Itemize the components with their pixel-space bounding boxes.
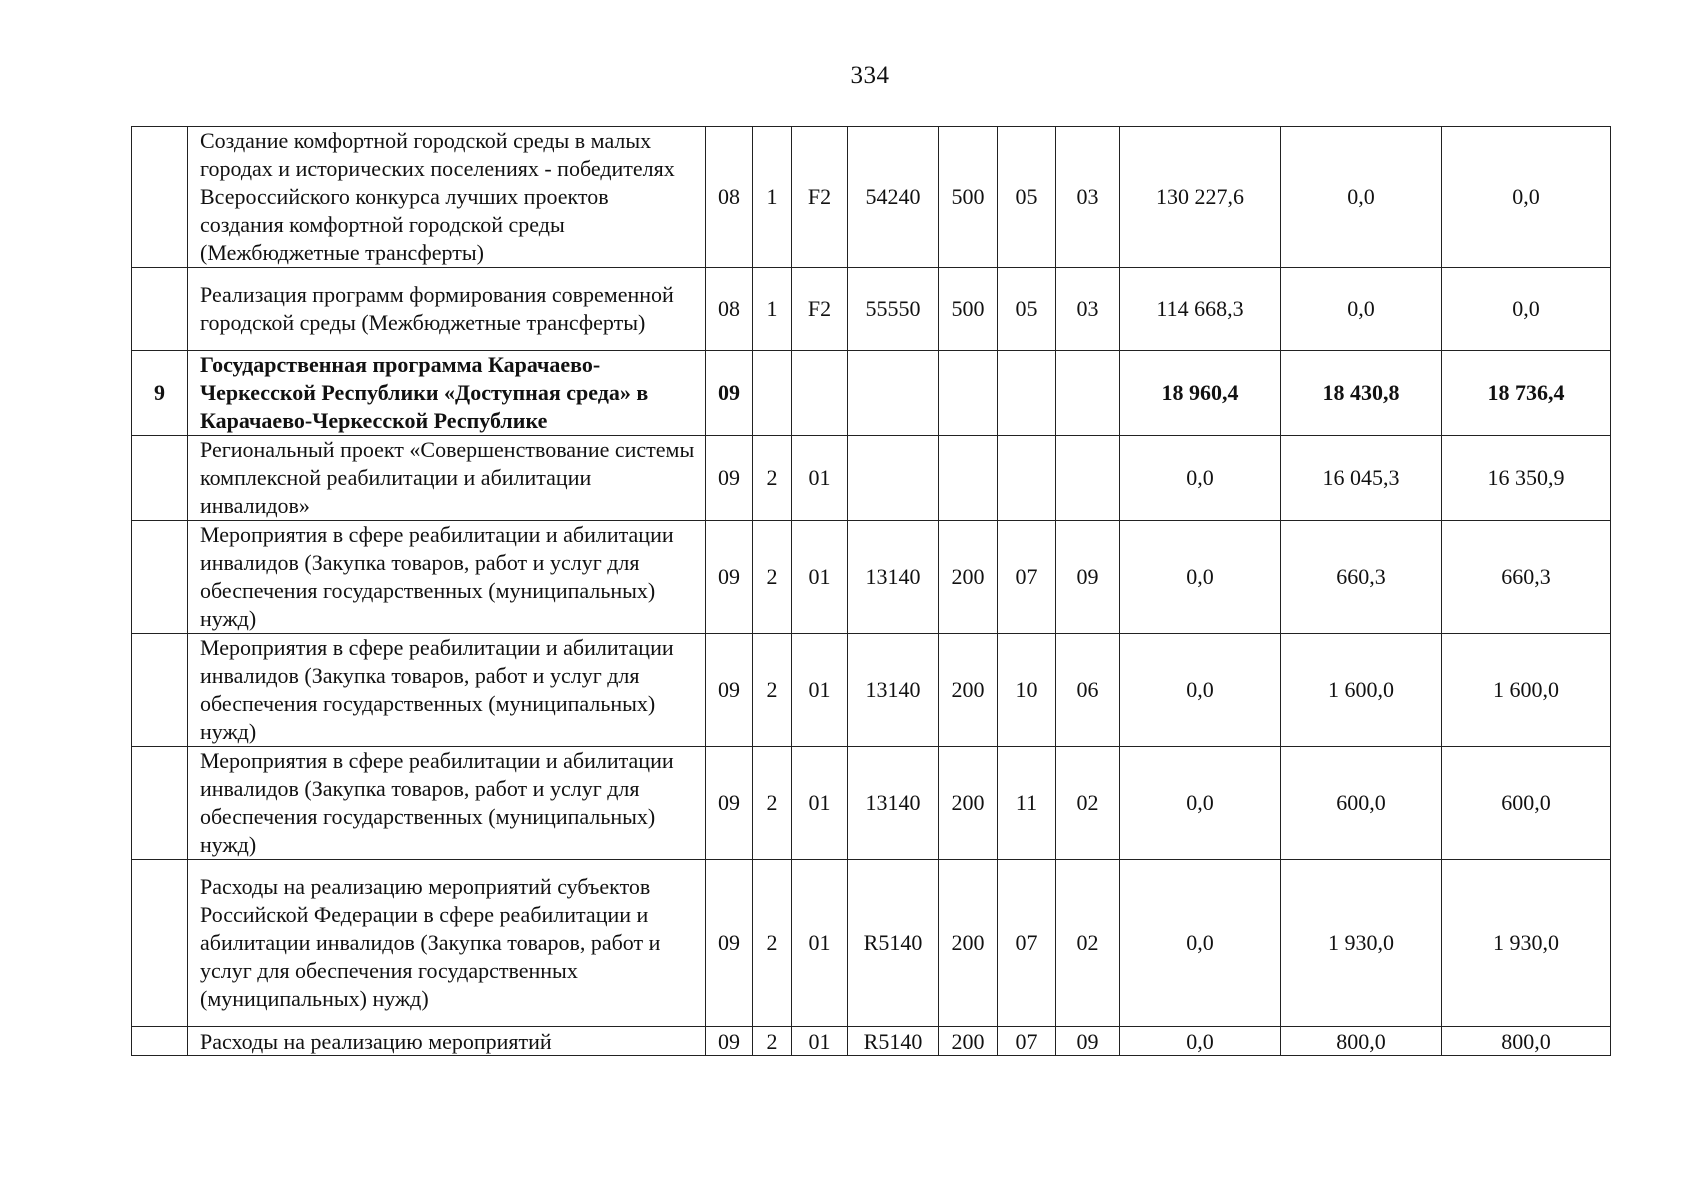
table-row <box>132 127 1611 268</box>
row-index <box>132 860 188 1027</box>
amount-year-1: 114 668,3 <box>1120 268 1281 351</box>
amount-year-3: 16 350,9 <box>1442 436 1611 521</box>
row-name: Реализация программ формирования современной городской среды (Межбюджетные трансферты) <box>188 268 706 351</box>
subprogram-code: 2 <box>753 521 792 634</box>
event-code: 01 <box>792 521 848 634</box>
section-code: 07 <box>998 521 1056 634</box>
event-code: F2 <box>792 268 848 351</box>
amount-year-1: 130 227,6 <box>1120 127 1281 268</box>
table-row <box>132 747 1611 860</box>
row-index <box>132 127 188 268</box>
section-code: 10 <box>998 634 1056 747</box>
table-row <box>132 860 1611 1027</box>
amount-year-1: 0,0 <box>1120 860 1281 1027</box>
direction-code: 13140 <box>848 747 939 860</box>
expense-type-code <box>939 351 998 436</box>
row-index <box>132 268 188 351</box>
table-row <box>132 351 1611 436</box>
section-code: 07 <box>998 860 1056 1027</box>
expense-type-code: 500 <box>939 127 998 268</box>
row-index: 9 <box>132 351 188 436</box>
subsection-code: 02 <box>1056 747 1120 860</box>
amount-year-2: 0,0 <box>1281 127 1442 268</box>
amount-year-1: 0,0 <box>1120 747 1281 860</box>
expense-type-code: 200 <box>939 860 998 1027</box>
table-row <box>132 521 1611 634</box>
row-name: Мероприятия в сфере реабилитации и абилитации инвалидов (Закупка товаров, работ и услуг для обеспечения государственных (муниципальных) нужд) <box>188 521 706 634</box>
table-body <box>132 127 1611 1056</box>
event-code <box>792 351 848 436</box>
program-code: 09 <box>706 747 753 860</box>
amount-year-1: 0,0 <box>1120 521 1281 634</box>
row-index <box>132 747 188 860</box>
expense-type-code: 200 <box>939 634 998 747</box>
row-name: Региональный проект «Совершенствование системы комплексной реабилитации и абилитации инвалидов» <box>188 436 706 521</box>
program-code: 09 <box>706 521 753 634</box>
row-index <box>132 634 188 747</box>
subprogram-code: 2 <box>753 1027 792 1056</box>
subprogram-code: 1 <box>753 127 792 268</box>
table-row <box>132 436 1611 521</box>
event-code: F2 <box>792 127 848 268</box>
row-name: Государственная программа Карачаево-Черкесской Республики «Доступная среда» в Карачаево-Черкесской Республике <box>188 351 706 436</box>
amount-year-2: 800,0 <box>1281 1027 1442 1056</box>
row-name: Мероприятия в сфере реабилитации и абилитации инвалидов (Закупка товаров, работ и услуг для обеспечения государственных (муниципальных) нужд) <box>188 634 706 747</box>
section-code: 11 <box>998 747 1056 860</box>
subsection-code: 03 <box>1056 268 1120 351</box>
direction-code: R5140 <box>848 860 939 1027</box>
event-code: 01 <box>792 747 848 860</box>
subprogram-code: 2 <box>753 747 792 860</box>
row-name: Мероприятия в сфере реабилитации и абилитации инвалидов (Закупка товаров, работ и услуг для обеспечения государственных (муниципальных) нужд) <box>188 747 706 860</box>
direction-code: 54240 <box>848 127 939 268</box>
program-code: 09 <box>706 351 753 436</box>
expense-type-code <box>939 436 998 521</box>
subprogram-code: 2 <box>753 436 792 521</box>
amount-year-3: 1 600,0 <box>1442 634 1611 747</box>
amount-year-2: 660,3 <box>1281 521 1442 634</box>
subsection-code <box>1056 351 1120 436</box>
event-code: 01 <box>792 1027 848 1056</box>
section-code: 07 <box>998 1027 1056 1056</box>
page-number: 334 <box>850 62 890 89</box>
amount-year-2: 0,0 <box>1281 268 1442 351</box>
table-row <box>132 268 1611 351</box>
subprogram-code: 2 <box>753 634 792 747</box>
amount-year-3: 0,0 <box>1442 127 1611 268</box>
event-code: 01 <box>792 634 848 747</box>
direction-code: 13140 <box>848 634 939 747</box>
subprogram-code <box>753 351 792 436</box>
amount-year-3: 1 930,0 <box>1442 860 1611 1027</box>
subsection-code: 09 <box>1056 521 1120 634</box>
row-name: Расходы на реализацию мероприятий <box>188 1027 706 1056</box>
program-code: 09 <box>706 634 753 747</box>
expense-type-code: 200 <box>939 747 998 860</box>
direction-code: R5140 <box>848 1027 939 1056</box>
amount-year-1: 0,0 <box>1120 634 1281 747</box>
program-code: 08 <box>706 127 753 268</box>
amount-year-3: 660,3 <box>1442 521 1611 634</box>
program-code: 09 <box>706 1027 753 1056</box>
direction-code: 55550 <box>848 268 939 351</box>
amount-year-3: 600,0 <box>1442 747 1611 860</box>
section-code <box>998 351 1056 436</box>
row-name: Создание комфортной городской среды в малых городах и исторических поселениях - победителях Всероссийского конкурса лучших проектов создания комфортной городской среды (Межбюджетные трансферты) <box>188 127 706 268</box>
subprogram-code: 2 <box>753 860 792 1027</box>
budget-table <box>131 126 1611 1056</box>
program-code: 08 <box>706 268 753 351</box>
amount-year-2: 1 600,0 <box>1281 634 1442 747</box>
expense-type-code: 500 <box>939 268 998 351</box>
amount-year-2: 600,0 <box>1281 747 1442 860</box>
amount-year-1: 18 960,4 <box>1120 351 1281 436</box>
section-code: 05 <box>998 127 1056 268</box>
amount-year-3: 0,0 <box>1442 268 1611 351</box>
amount-year-2: 18 430,8 <box>1281 351 1442 436</box>
event-code: 01 <box>792 436 848 521</box>
direction-code <box>848 436 939 521</box>
table-row <box>132 1027 1611 1056</box>
section-code <box>998 436 1056 521</box>
subsection-code: 06 <box>1056 634 1120 747</box>
expense-type-code: 200 <box>939 1027 998 1056</box>
row-index <box>132 1027 188 1056</box>
program-code: 09 <box>706 436 753 521</box>
amount-year-3: 18 736,4 <box>1442 351 1611 436</box>
subsection-code: 09 <box>1056 1027 1120 1056</box>
subprogram-code: 1 <box>753 268 792 351</box>
row-name: Расходы на реализацию мероприятий субъектов Российской Федерации в сфере реабилитации и абилитации инвалидов (Закупка товаров, работ и услуг для обеспечения государственных (муниципальных) нужд) <box>188 860 706 1027</box>
direction-code: 13140 <box>848 521 939 634</box>
amount-year-3: 800,0 <box>1442 1027 1611 1056</box>
section-code: 05 <box>998 268 1056 351</box>
event-code: 01 <box>792 860 848 1027</box>
amount-year-1: 0,0 <box>1120 1027 1281 1056</box>
row-index <box>132 436 188 521</box>
program-code: 09 <box>706 860 753 1027</box>
amount-year-1: 0,0 <box>1120 436 1281 521</box>
row-index <box>132 521 188 634</box>
amount-year-2: 16 045,3 <box>1281 436 1442 521</box>
subsection-code: 03 <box>1056 127 1120 268</box>
direction-code <box>848 351 939 436</box>
amount-year-2: 1 930,0 <box>1281 860 1442 1027</box>
expense-type-code: 200 <box>939 521 998 634</box>
table-row <box>132 634 1611 747</box>
subsection-code: 02 <box>1056 860 1120 1027</box>
subsection-code <box>1056 436 1120 521</box>
